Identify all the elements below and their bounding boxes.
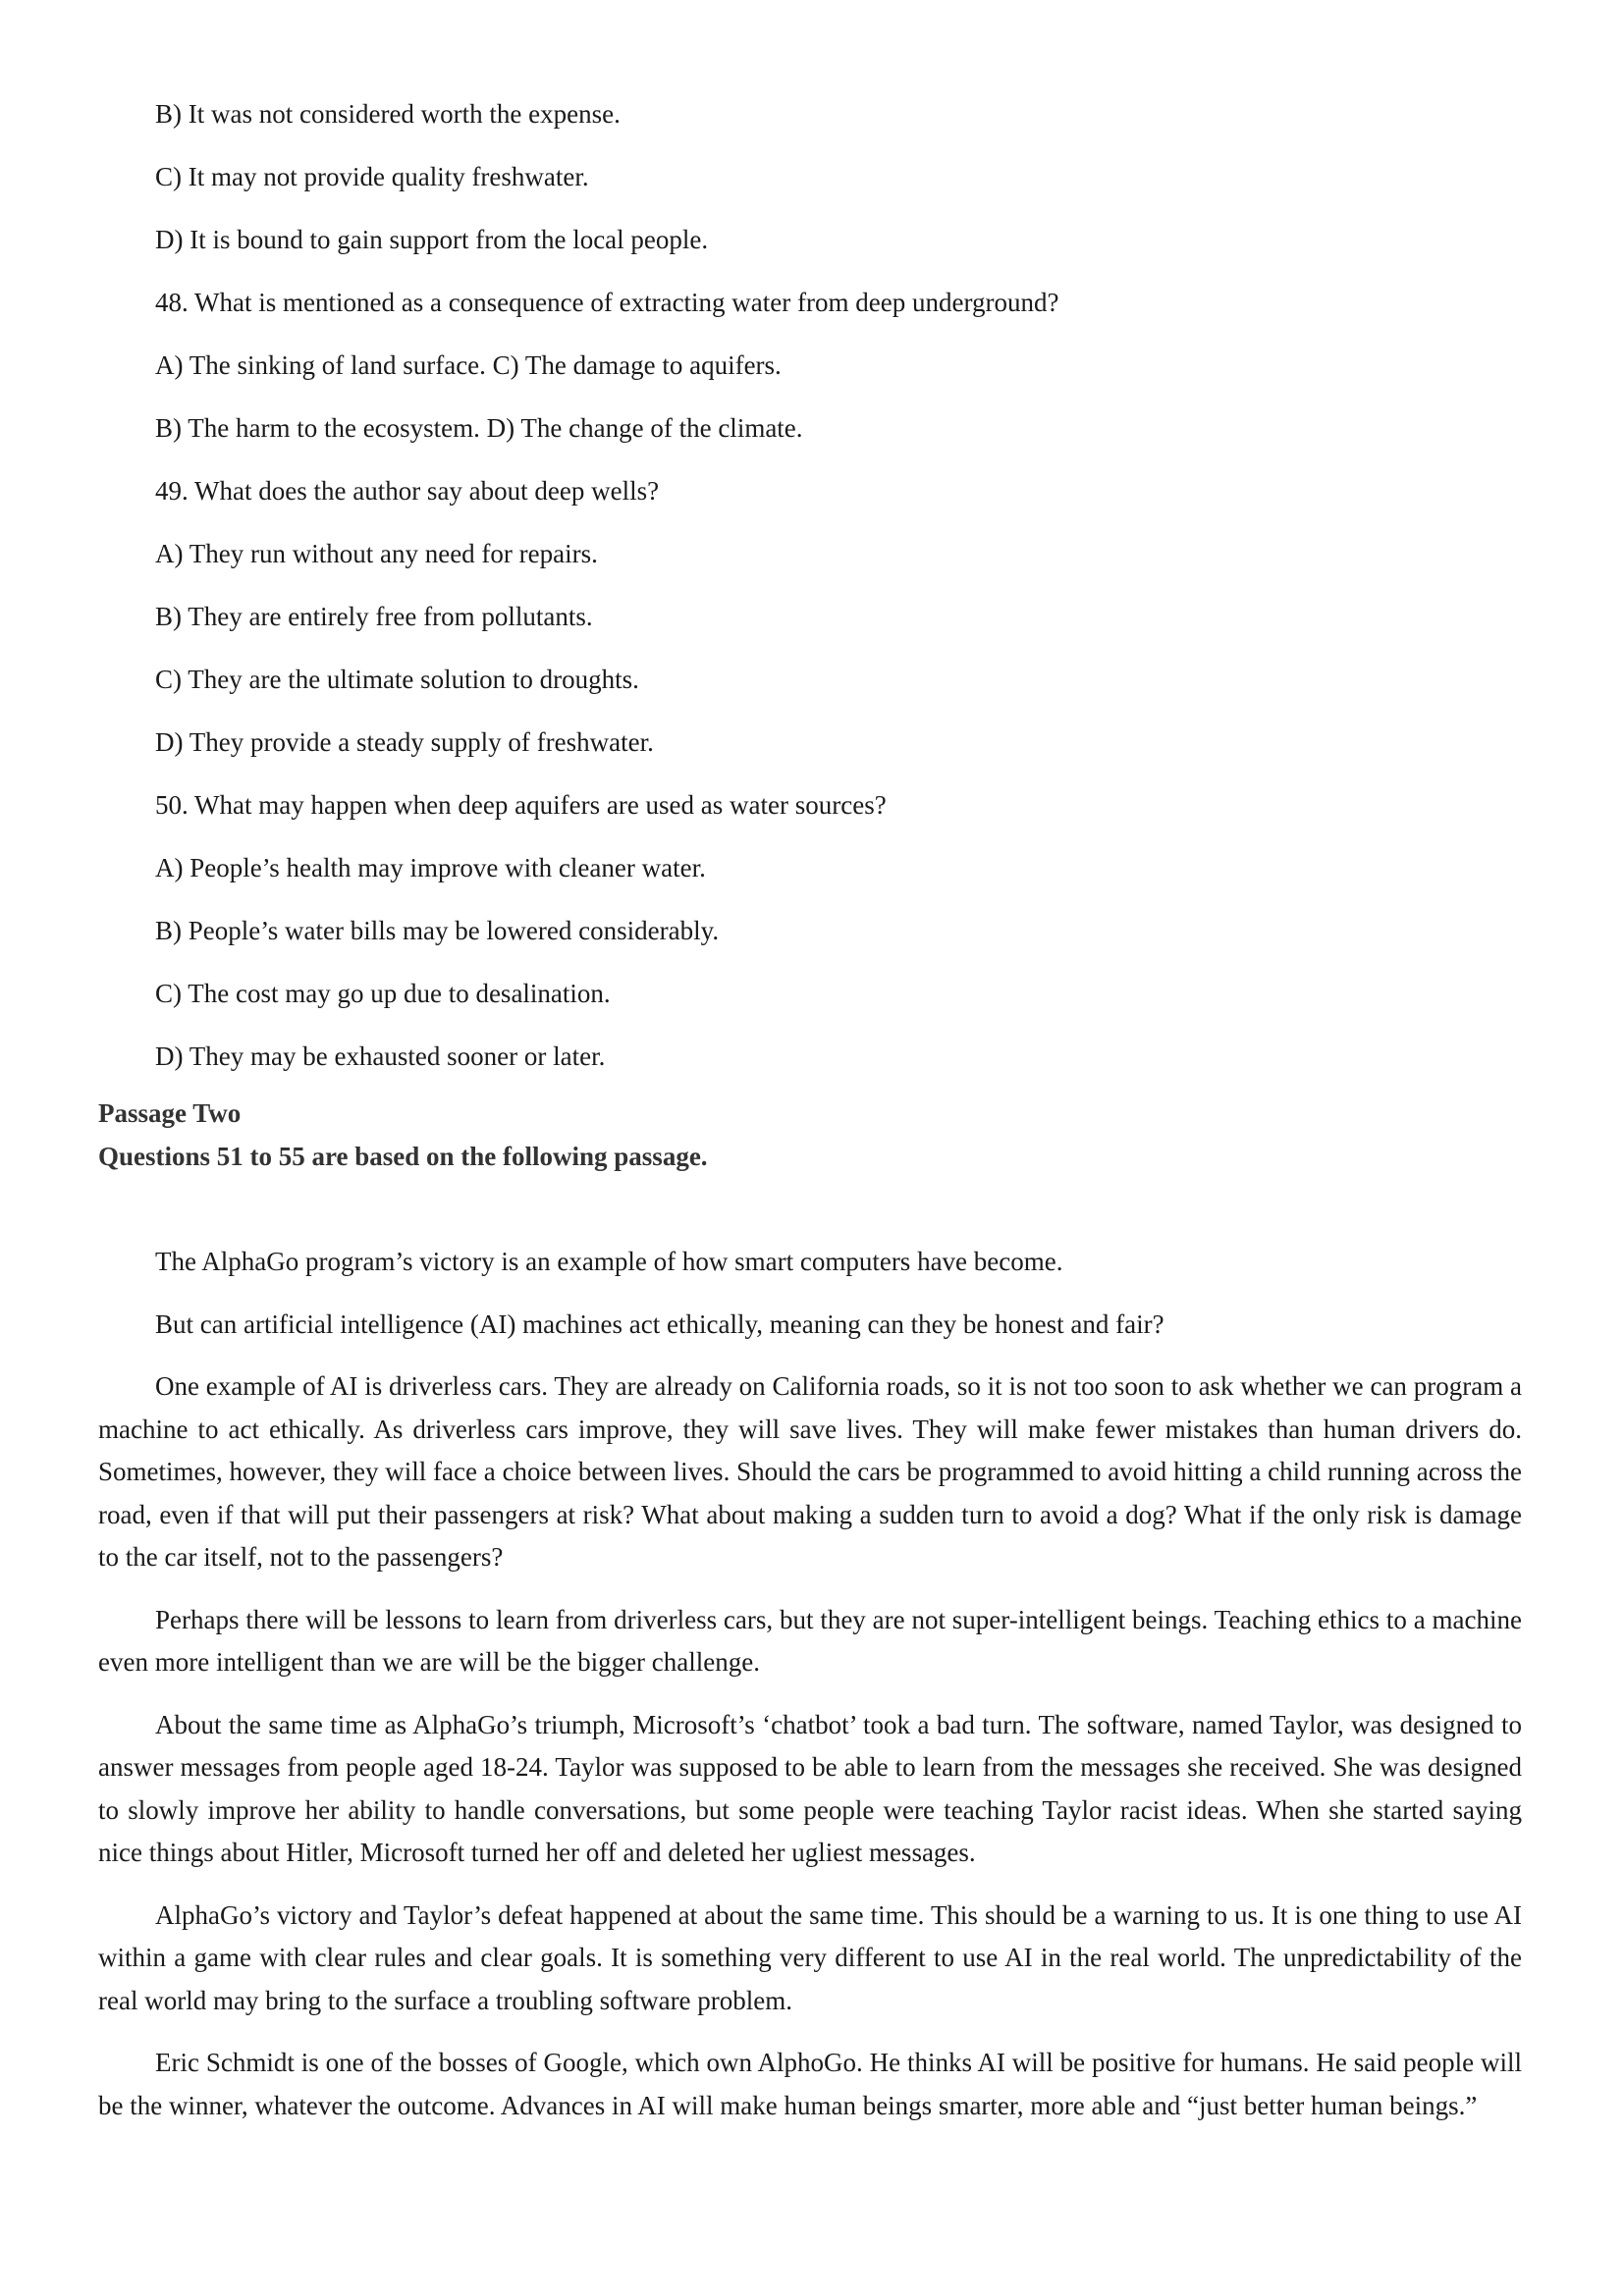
q47-option-b: B) It was not considered worth the expense. (155, 99, 621, 129)
q50-option-d: D) They may be exhausted sooner or later. (155, 1041, 606, 1071)
q49-option-a: A) They run without any need for repairs. (155, 539, 598, 568)
passage-paragraph: Eric Schmidt is one of the bosses of Google, which own AlphoGo. He thinks AI will be positive for humans. He said people will be the winner, whatever the outcome. Advances in AI will make human beings smarter, more able and “just better human beings.” (98, 2048, 1522, 2120)
q48-stem: 48. What is mentioned as a consequence of extracting water from deep underground? (155, 288, 1059, 317)
q50-stem: 50. What may happen when deep aquifers are used as water sources? (155, 790, 887, 820)
passage-instruction: Questions 51 to 55 are based on the following passage. (98, 1142, 708, 1171)
q48-options-ac: A) The sinking of land surface. C) The damage to aquifers. (155, 350, 782, 380)
passage-header (98, 1092, 1522, 1178)
passage-paragraph: But can artificial intelligence (AI) machines act ethically, meaning can they be honest and fair? (155, 1308, 1164, 1339)
q49-stem: 49. What does the author say about deep wells? (155, 476, 660, 506)
passage-paragraph: AlphaGo’s victory and Taylor’s defeat happened at about the same time. This should be a warning to us. It is one thing to use AI within a game with clear rules and clear goals. It is something very different to use AI in the real world. The unpredictability of the real world may bring to the surface a troubling software problem. (98, 1899, 1522, 2015)
q49-option-b: B) They are entirely free from pollutants. (155, 602, 593, 631)
passage-paragraph: One example of AI is driverless cars. They are already on California roads, so it is not too soon to ask whether we can program a machine to act ethically. As driverless cars improve, they will save lives. They will make fewer mistakes than human drivers do. Sometimes, however, they will face a choice between lives. Should the cars be programmed to avoid hitting a child running across the road, even if that will put their passengers at risk? What about making a sudden turn to avoid a dog? What if the only risk is damage to the car itself, not to the passengers? (98, 1371, 1522, 1572)
passage-paragraph: About the same time as AlphaGo’s triumph, Microsoft’s ‘chatbot’ took a bad turn. The software, named Taylor, was designed to answer messages from people aged 18-24. Taylor was supposed to be able to learn from the messages she received. She was designed to slowly improve her ability to handle conversations, but some people were teaching Taylor racist ideas. When she started saying nice things about Hitler, Microsoft turned her off and deleted her ugliest messages. (98, 1709, 1522, 1867)
passage-body (98, 1241, 1522, 2127)
q47-option-c: C) It may not provide quality freshwater. (155, 162, 589, 191)
passage-title: Passage Two (98, 1098, 242, 1128)
q49-option-c: C) They are the ultimate solution to droughts. (155, 665, 639, 694)
q50-option-a: A) People’s health may improve with cleaner water. (155, 853, 706, 882)
exam-page (98, 98, 1522, 2147)
q47-option-d: D) It is bound to gain support from the local people. (155, 225, 709, 254)
passage-paragraph: The AlphaGo program’s victory is an example of how smart computers have become. (155, 1247, 1063, 1276)
q49-option-d: D) They provide a steady supply of freshwater. (155, 727, 654, 757)
q50-option-c: C) The cost may go up due to desalination. (155, 979, 611, 1008)
passage-paragraph: Perhaps there will be lessons to learn from driverless cars, but they are not super-intelligent beings. Teaching ethics to a machine even more intelligent than we are will be the bigger challenge. (98, 1604, 1522, 1677)
q48-options-bd: B) The harm to the ecosystem. D) The change of the climate. (155, 413, 803, 443)
q50-option-b: B) People’s water bills may be lowered considerably. (155, 916, 720, 945)
